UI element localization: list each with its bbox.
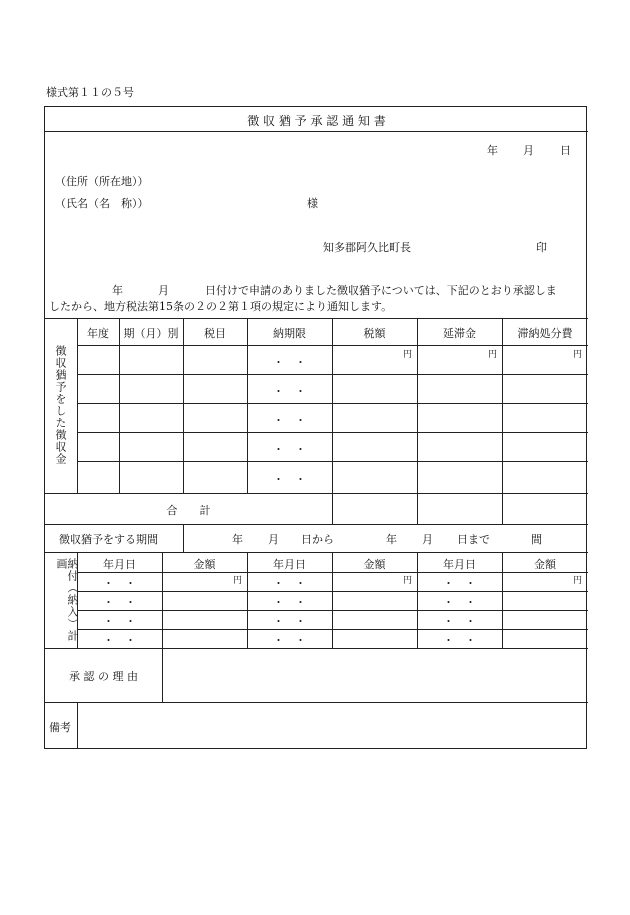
body-line-2: したから、地方税法第15条の２の２第１項の規定により通知します。 <box>49 300 393 313</box>
body-year: 年 <box>112 284 123 297</box>
grid-line <box>77 610 588 611</box>
title-divider <box>45 131 588 132</box>
plan-date: ・ ・ <box>103 634 136 647</box>
plan-header-date: 年月日 <box>273 558 306 571</box>
grid-line <box>77 374 588 375</box>
table-top-line <box>45 318 588 319</box>
grid-line <box>45 648 588 649</box>
date-month: 月 <box>523 144 534 157</box>
plan-header-amount: 金額 <box>193 558 216 571</box>
plan-date: ・ ・ <box>103 615 136 628</box>
period-duration: 間 <box>531 533 542 546</box>
grid-line <box>77 629 588 630</box>
plan-header-amount: 金額 <box>534 558 556 571</box>
grid-line <box>183 524 184 552</box>
body-line-1: 日付けで申請のありました徴収猶予については、下記のとおり承認しま <box>205 284 557 297</box>
due-date-placeholder: ・ ・ <box>273 385 306 398</box>
body-month: 月 <box>158 284 169 297</box>
date-year: 年 <box>487 144 498 157</box>
grid-line <box>77 403 588 404</box>
grid-line <box>77 432 588 433</box>
grid-line <box>45 493 588 494</box>
col-header-tax-amount: 税額 <box>363 327 386 340</box>
grid-line <box>77 461 588 462</box>
yen-unit: 円 <box>232 576 242 586</box>
yen-unit: 円 <box>572 350 582 360</box>
col-header-fiscal-year: 年度 <box>87 327 109 340</box>
plan-date: ・ ・ <box>443 596 476 609</box>
form-title: 徴 収 猶 予 承 認 通 知 書 <box>247 114 386 128</box>
total-label: 合 計 <box>166 504 211 517</box>
grid-line <box>77 591 588 592</box>
form-number: 様式第１１の５号 <box>46 86 134 99</box>
plan-date: ・ ・ <box>103 596 136 609</box>
period-month-2: 月 <box>422 533 433 546</box>
honorific: 様 <box>307 197 318 210</box>
period-label: 徴収猶予をする期間 <box>59 533 158 546</box>
plan-header-date: 年月日 <box>103 558 136 571</box>
date-day: 日 <box>560 144 571 157</box>
yen-unit: 円 <box>402 350 412 360</box>
plan-header-amount: 金額 <box>363 558 386 571</box>
plan-date: ・ ・ <box>103 577 136 590</box>
col-header-due-date: 納期限 <box>273 327 306 340</box>
deferred-side-label: 徴収猶予をした徴収金 <box>54 345 67 465</box>
period-to: 日まで <box>457 533 490 546</box>
plan-date: ・ ・ <box>443 577 476 590</box>
plan-date: ・ ・ <box>443 634 476 647</box>
due-date-placeholder: ・ ・ <box>273 356 306 369</box>
plan-date: ・ ・ <box>273 596 306 609</box>
grid-line <box>77 345 588 346</box>
col-header-period: 期（月）別 <box>123 327 179 340</box>
plan-date: ・ ・ <box>443 615 476 628</box>
col-header-tax-item: 税目 <box>204 327 226 340</box>
seal-mark: 印 <box>536 241 547 254</box>
name-label: （氏名（名 称）） <box>55 197 149 210</box>
address-label: （住所（所在地）） <box>55 175 149 188</box>
due-date-placeholder: ・ ・ <box>273 473 306 486</box>
grid-line <box>77 702 78 749</box>
period-year-2: 年 <box>386 533 397 546</box>
remarks-label: 備考 <box>49 721 71 734</box>
payment-plan-side-label: 納付（納入）計画 <box>55 558 79 642</box>
grid-line <box>45 524 588 525</box>
yen-unit: 円 <box>572 576 582 586</box>
grid-line <box>45 552 588 553</box>
due-date-placeholder: ・ ・ <box>273 414 306 427</box>
yen-unit: 円 <box>402 576 412 586</box>
period-from: 日から <box>301 533 334 546</box>
notice-form <box>44 106 587 749</box>
grid-line <box>45 702 588 703</box>
col-header-late-fee: 延滞金 <box>443 327 476 340</box>
yen-unit: 円 <box>487 350 497 360</box>
period-year: 年 <box>232 533 243 546</box>
plan-date: ・ ・ <box>273 577 306 590</box>
due-date-placeholder: ・ ・ <box>273 443 306 456</box>
issuer-name: 知多郡阿久比町長 <box>323 241 411 254</box>
col-header-disposal-cost: 滞納処分費 <box>517 327 573 340</box>
plan-date: ・ ・ <box>273 634 306 647</box>
plan-header-date: 年月日 <box>443 558 476 571</box>
reason-label: 承 認 の 理 由 <box>69 670 138 683</box>
grid-line <box>162 648 163 702</box>
period-month: 月 <box>268 533 279 546</box>
plan-date: ・ ・ <box>273 615 306 628</box>
